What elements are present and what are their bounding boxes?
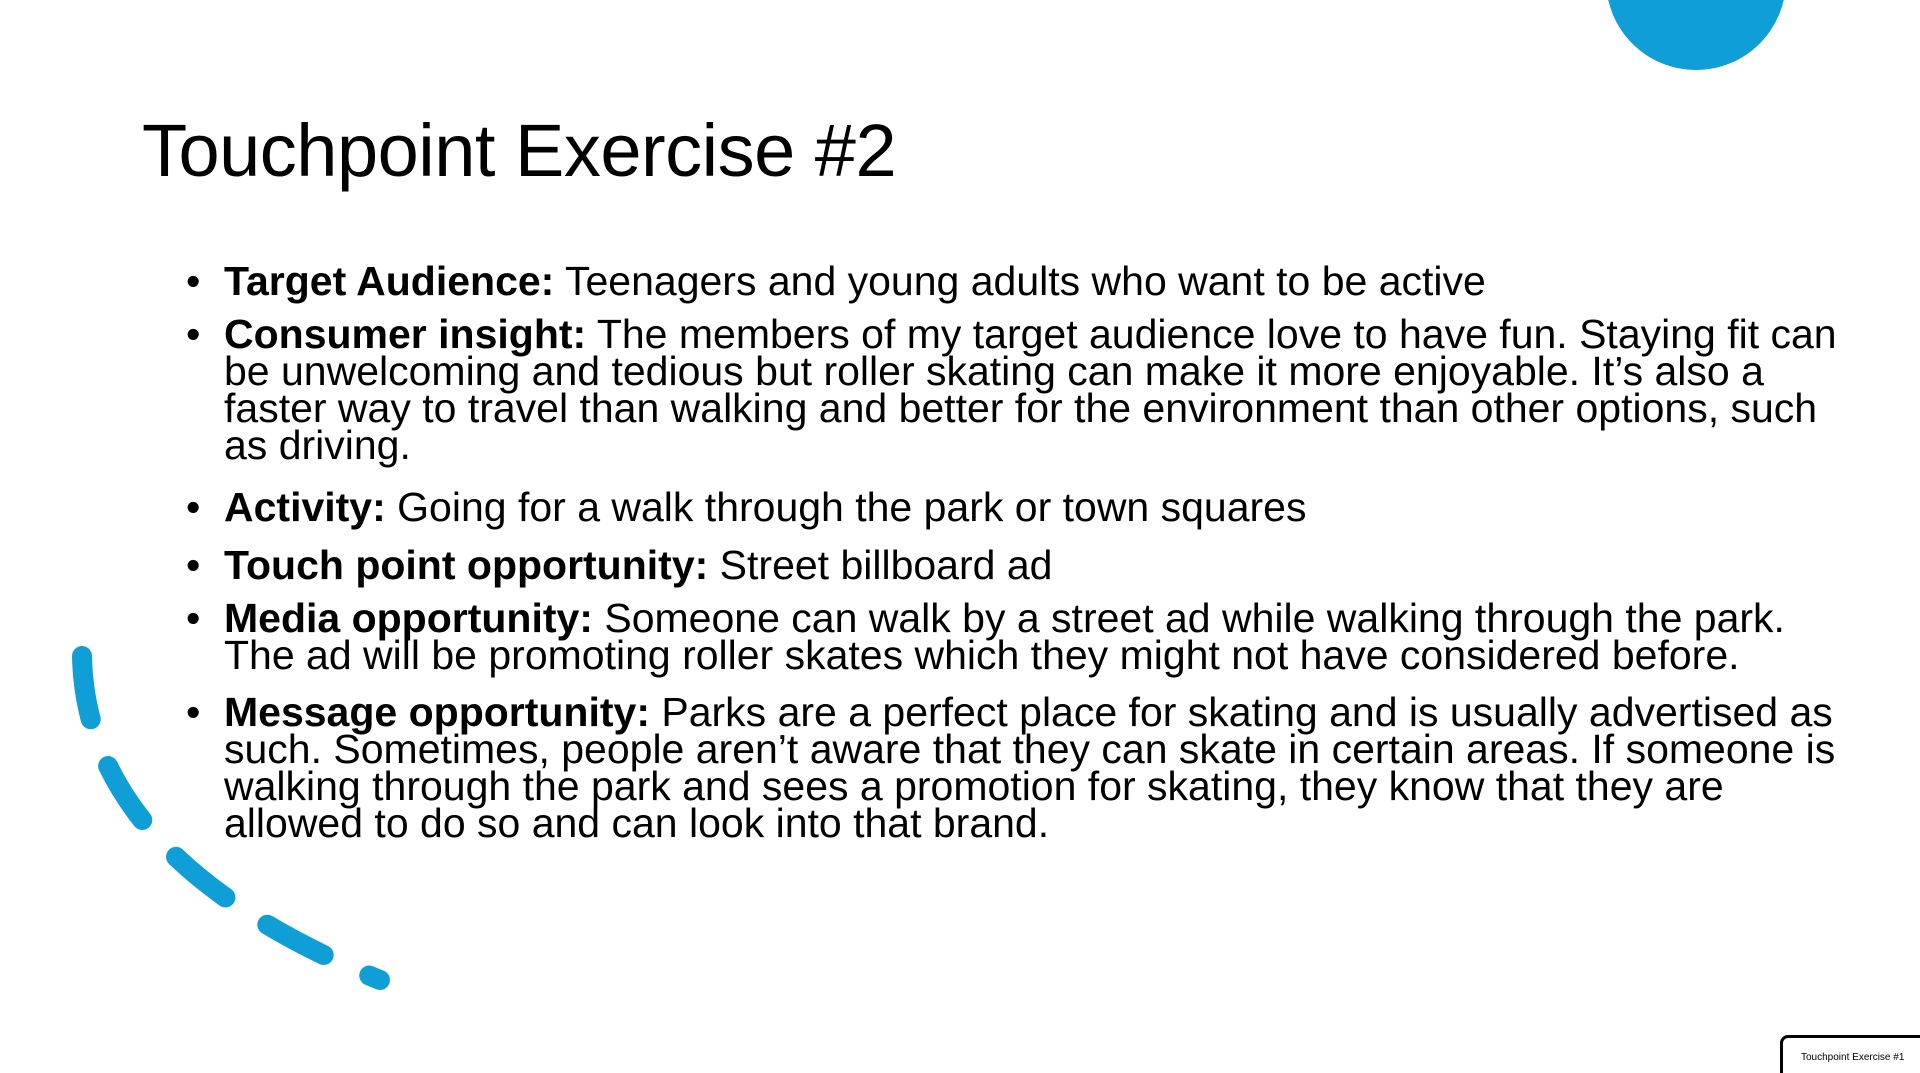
page-title: Touchpoint Exercise #2 [142,109,897,192]
bullet-text: Parks are a perfect place for skating and is usually advertised as such. Sometimes, people aren’t aware that they can skate in certain areas. If someone is walking through the park and sees a promotion for skating, they know that they are allowed to do so and can look into that brand. [224,689,1836,846]
bullet-icon: • [186,311,201,357]
list-item [186,258,1846,304]
list-item [186,595,1846,678]
bullet-label: Message opportunity: [224,689,650,735]
decorative-circle [1606,0,1786,70]
bullet-icon: • [186,595,201,641]
bullet-icon: • [186,258,201,304]
bullet-list [186,258,1846,862]
bullet-text: Someone can walk by a street ad while walking through the park. The ad will be promoting roller skates which they might not have considered before. [224,595,1785,678]
bullet-label: Activity: [224,484,386,530]
bullet-label: Target Audience: [224,258,555,304]
bullet-text: Street billboard ad [708,542,1053,588]
list-item [186,542,1846,588]
bullet-icon: • [186,484,201,530]
list-item [186,484,1846,530]
thumbnail-title: Touchpoint Exercise #1 [1801,1052,1905,1063]
bullet-text: Going for a walk through the park or town squares [385,484,1307,530]
slide-thumbnail[interactable] [1780,1035,1920,1073]
bullet-text: The members of my target audience love to have fun. Staying fit can be unwelcoming and tedious but roller skating can make it more enjoyable. It’s also a faster way to travel than walking and better for the environment than other options, such as driving. [224,311,1837,468]
bullet-icon: • [186,542,201,588]
bullet-label: Media opportunity: [224,595,593,641]
bullet-text: Teenagers and young adults who want to be active [554,258,1486,304]
list-item [186,311,1846,468]
bullet-label: Touch point opportunity: [224,542,709,588]
bullet-icon: • [186,689,201,735]
list-item [186,689,1846,846]
bullet-label: Consumer insight: [224,311,587,357]
